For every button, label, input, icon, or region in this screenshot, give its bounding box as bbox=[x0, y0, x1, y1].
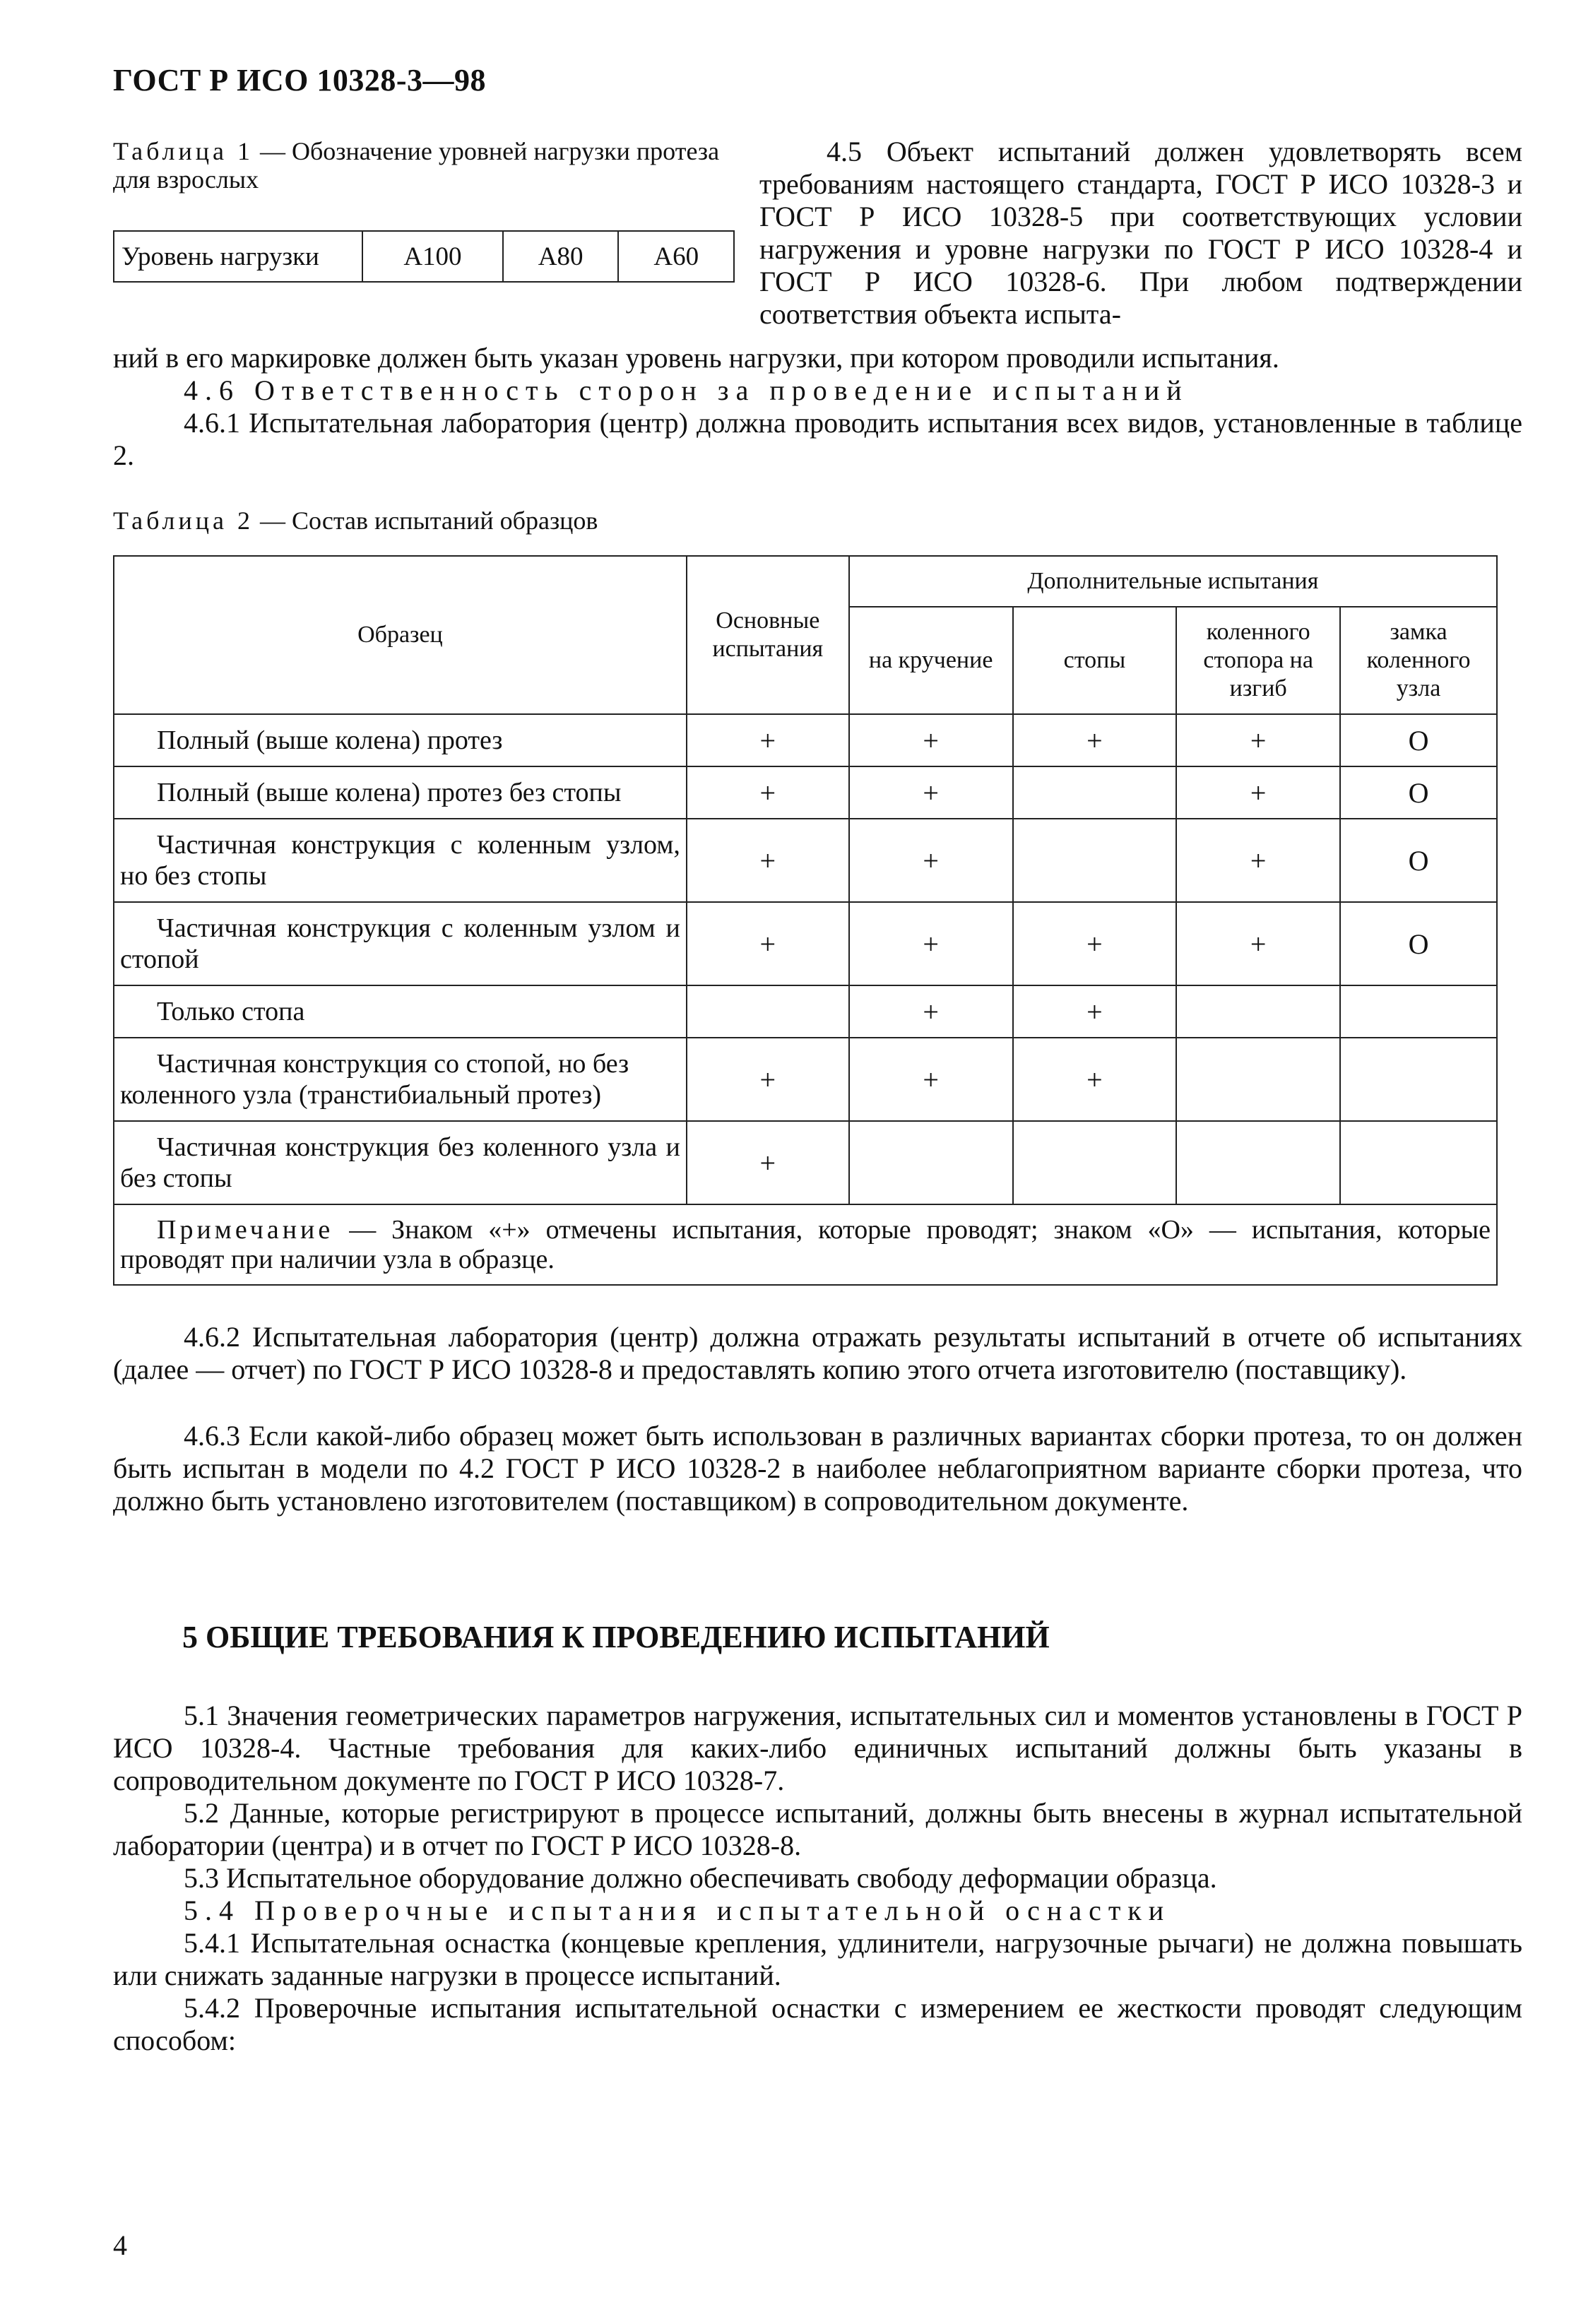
sample-cell: Полный (выше колена) протез без стопы bbox=[114, 766, 687, 819]
page-number: 4 bbox=[113, 2229, 127, 2261]
sample-cell: Частичная конструкция с коленным узлом и стопой bbox=[114, 902, 687, 985]
lock-cell: O bbox=[1340, 714, 1497, 766]
bend-cell bbox=[1176, 1121, 1340, 1204]
lock-cell: O bbox=[1340, 766, 1497, 819]
table-note-row bbox=[114, 1204, 1497, 1285]
foot-cell bbox=[1013, 1121, 1177, 1204]
basic-cell: + bbox=[687, 766, 849, 819]
table-row bbox=[114, 902, 1497, 985]
header-sample: Образец bbox=[114, 556, 687, 714]
heading-4-6: 4.6 Ответственность сторон за проведение испытаний bbox=[184, 374, 1189, 406]
load-level-a100: A100 bbox=[362, 231, 503, 282]
basic-cell: + bbox=[687, 1121, 849, 1204]
paragraph-5-2: 5.2 Данные, которые регистрируют в процессе испытаний, должны быть внесены в журнал испытательной лаборатории (центра) и в отчет по ГОСТ Р ИСО 10328-8. bbox=[113, 1797, 1522, 1861]
lock-cell: O bbox=[1340, 902, 1497, 985]
foot-cell: + bbox=[1013, 902, 1177, 985]
paragraph-4-6-3: 4.6.3 Если какой-либо образец может быть использован в различных вариантах сборки протеза, то он должен быть испытан в модели по 4.2 ГОСТ Р ИСО 10328-2 в наиболее неблагоприятном варианте сборки протеза, что должно быть установлено изготовителем (поставщиком) в сопроводительном документе. bbox=[113, 1420, 1522, 1517]
paragraph-4-6-2: 4.6.2 Испытательная лаборатория (центр) должна отражать результаты испытаний в отчете об испытаниях (далее — отчет) по ГОСТ Р ИСО 10328-8 и предоставлять копию этого отчета изготовителю (поставщику). bbox=[113, 1321, 1522, 1385]
table-header-row bbox=[114, 556, 1497, 607]
header-foot: стопы bbox=[1013, 607, 1177, 714]
table-row bbox=[114, 819, 1497, 902]
torsion-cell: + bbox=[849, 714, 1013, 766]
torsion-cell: + bbox=[849, 985, 1013, 1038]
basic-cell bbox=[687, 985, 849, 1038]
bend-cell: + bbox=[1176, 766, 1340, 819]
bend-cell: + bbox=[1176, 902, 1340, 985]
sample-cell: Частичная конструкция с коленным узлом, но без стопы bbox=[114, 819, 687, 902]
paragraph-number: 4.5 bbox=[827, 136, 862, 167]
paragraph-5-4-2: 5.4.2 Проверочные испытания испытательной оснастки с измерением ее жесткости проводят следующим способом: bbox=[113, 1992, 1522, 2056]
header-torsion: на кручение bbox=[849, 607, 1013, 714]
table-row bbox=[114, 985, 1497, 1038]
table-row bbox=[114, 1121, 1497, 1204]
table-row bbox=[114, 1038, 1497, 1121]
paragraph-4-5 bbox=[759, 136, 1522, 331]
lock-cell: O bbox=[1340, 819, 1497, 902]
lock-cell bbox=[1340, 1038, 1497, 1121]
header-knee-lock-bend: коленного стопора на изгиб bbox=[1176, 607, 1340, 714]
foot-cell bbox=[1013, 766, 1177, 819]
paragraph-5-3: 5.3 Испытательное оборудование должно обеспечивать свободу деформации образца. bbox=[184, 1862, 1217, 1894]
table-row bbox=[114, 714, 1497, 766]
foot-cell: + bbox=[1013, 1038, 1177, 1121]
header-basic-tests: Основные испытания bbox=[687, 556, 849, 714]
bend-cell bbox=[1176, 985, 1340, 1038]
basic-cell: + bbox=[687, 902, 849, 985]
torsion-cell: + bbox=[849, 766, 1013, 819]
load-level-a80: A80 bbox=[503, 231, 619, 282]
bend-cell: + bbox=[1176, 819, 1340, 902]
paragraph-text: Объект испытаний должен удовлетворять всем требованиям настоящего стандарта, ГОСТ Р ИСО 10328-3 и ГОСТ Р ИСО 10328-5 при соответствующих условии нагружения и уровне нагрузки по ГОСТ Р ИСО 10328-4 и ГОСТ Р ИСО 10328-6. При любом подтверждении соответствия объекта испыта- bbox=[759, 136, 1523, 330]
load-level-row-label: Уровень нагрузки bbox=[114, 231, 362, 282]
bend-cell bbox=[1176, 1038, 1340, 1121]
table-row bbox=[114, 766, 1497, 819]
table1-caption-text: — Обозначение уровней нагрузки протеза для взрослых bbox=[113, 137, 720, 194]
torsion-cell: + bbox=[849, 1038, 1013, 1121]
note-text: — Знаком «+» отмечены испытания, которые проводят; знаком «О» — испытания, которые проводят при наличии узла в образце. bbox=[120, 1215, 1491, 1274]
table1-caption-label: Таблица 1 bbox=[113, 137, 254, 165]
bend-cell: + bbox=[1176, 714, 1340, 766]
document-header: ГОСТ Р ИСО 10328-3—98 bbox=[113, 63, 487, 97]
note-label: Примечание bbox=[157, 1215, 334, 1245]
paragraph-5-1: 5.1 Значения геометрических параметров нагружения, испытательных сил и моментов установлены в ГОСТ Р ИСО 10328-4. Частные требования для каких-либо единичных испытаний должны быть указаны в сопроводительном документе по ГОСТ Р ИСО 10328-7. bbox=[113, 1700, 1522, 1796]
section-5-title: 5 ОБЩИЕ ТРЕБОВАНИЯ К ПРОВЕДЕНИЮ ИСПЫТАНИЙ bbox=[182, 1620, 1050, 1654]
table2-caption-text: — Состав испытаний образцов bbox=[253, 506, 598, 535]
header-knee-lock: замка коленного узла bbox=[1340, 607, 1497, 714]
paragraph-4-6-1: 4.6.1 Испытательная лаборатория (центр) должна проводить испытания всех видов, установленные в таблице 2. bbox=[113, 407, 1522, 471]
sample-cell: Частичная конструкция без коленного узла и без стопы bbox=[114, 1121, 687, 1204]
test-composition-table bbox=[113, 555, 1498, 1286]
paragraph-4-5-continuation: ний в его маркировке должен быть указан уровень нагрузки, при котором проводили испытания. bbox=[113, 342, 1279, 374]
table1-caption bbox=[113, 137, 735, 194]
foot-cell bbox=[1013, 819, 1177, 902]
basic-cell: + bbox=[687, 1038, 849, 1121]
heading-5-4: 5.4 Проверочные испытания испытательной оснастки bbox=[184, 1895, 1171, 1926]
sample-cell: Частичная конструкция со стопой, но без коленного узла (транстибиальный протез) bbox=[114, 1038, 687, 1121]
load-level-table bbox=[113, 230, 735, 283]
table2-caption bbox=[113, 506, 598, 535]
sample-cell: Полный (выше колена) протез bbox=[114, 714, 687, 766]
lock-cell bbox=[1340, 985, 1497, 1038]
header-additional-tests: Дополнительные испытания bbox=[849, 556, 1497, 607]
basic-cell: + bbox=[687, 714, 849, 766]
torsion-cell: + bbox=[849, 902, 1013, 985]
table-row bbox=[114, 231, 734, 282]
foot-cell: + bbox=[1013, 985, 1177, 1038]
torsion-cell bbox=[849, 1121, 1013, 1204]
table-note bbox=[114, 1204, 1497, 1285]
basic-cell: + bbox=[687, 819, 849, 902]
lock-cell bbox=[1340, 1121, 1497, 1204]
paragraph-5-4-1: 5.4.1 Испытательная оснастка (концевые крепления, удлинители, нагрузочные рычаги) не должна повышать или снижать заданные нагрузки в процессе испытаний. bbox=[113, 1927, 1522, 1991]
load-level-a60: A60 bbox=[618, 231, 734, 282]
torsion-cell: + bbox=[849, 819, 1013, 902]
foot-cell: + bbox=[1013, 714, 1177, 766]
sample-cell: Только стопа bbox=[114, 985, 687, 1038]
table2-caption-label: Таблица 2 bbox=[113, 506, 254, 535]
